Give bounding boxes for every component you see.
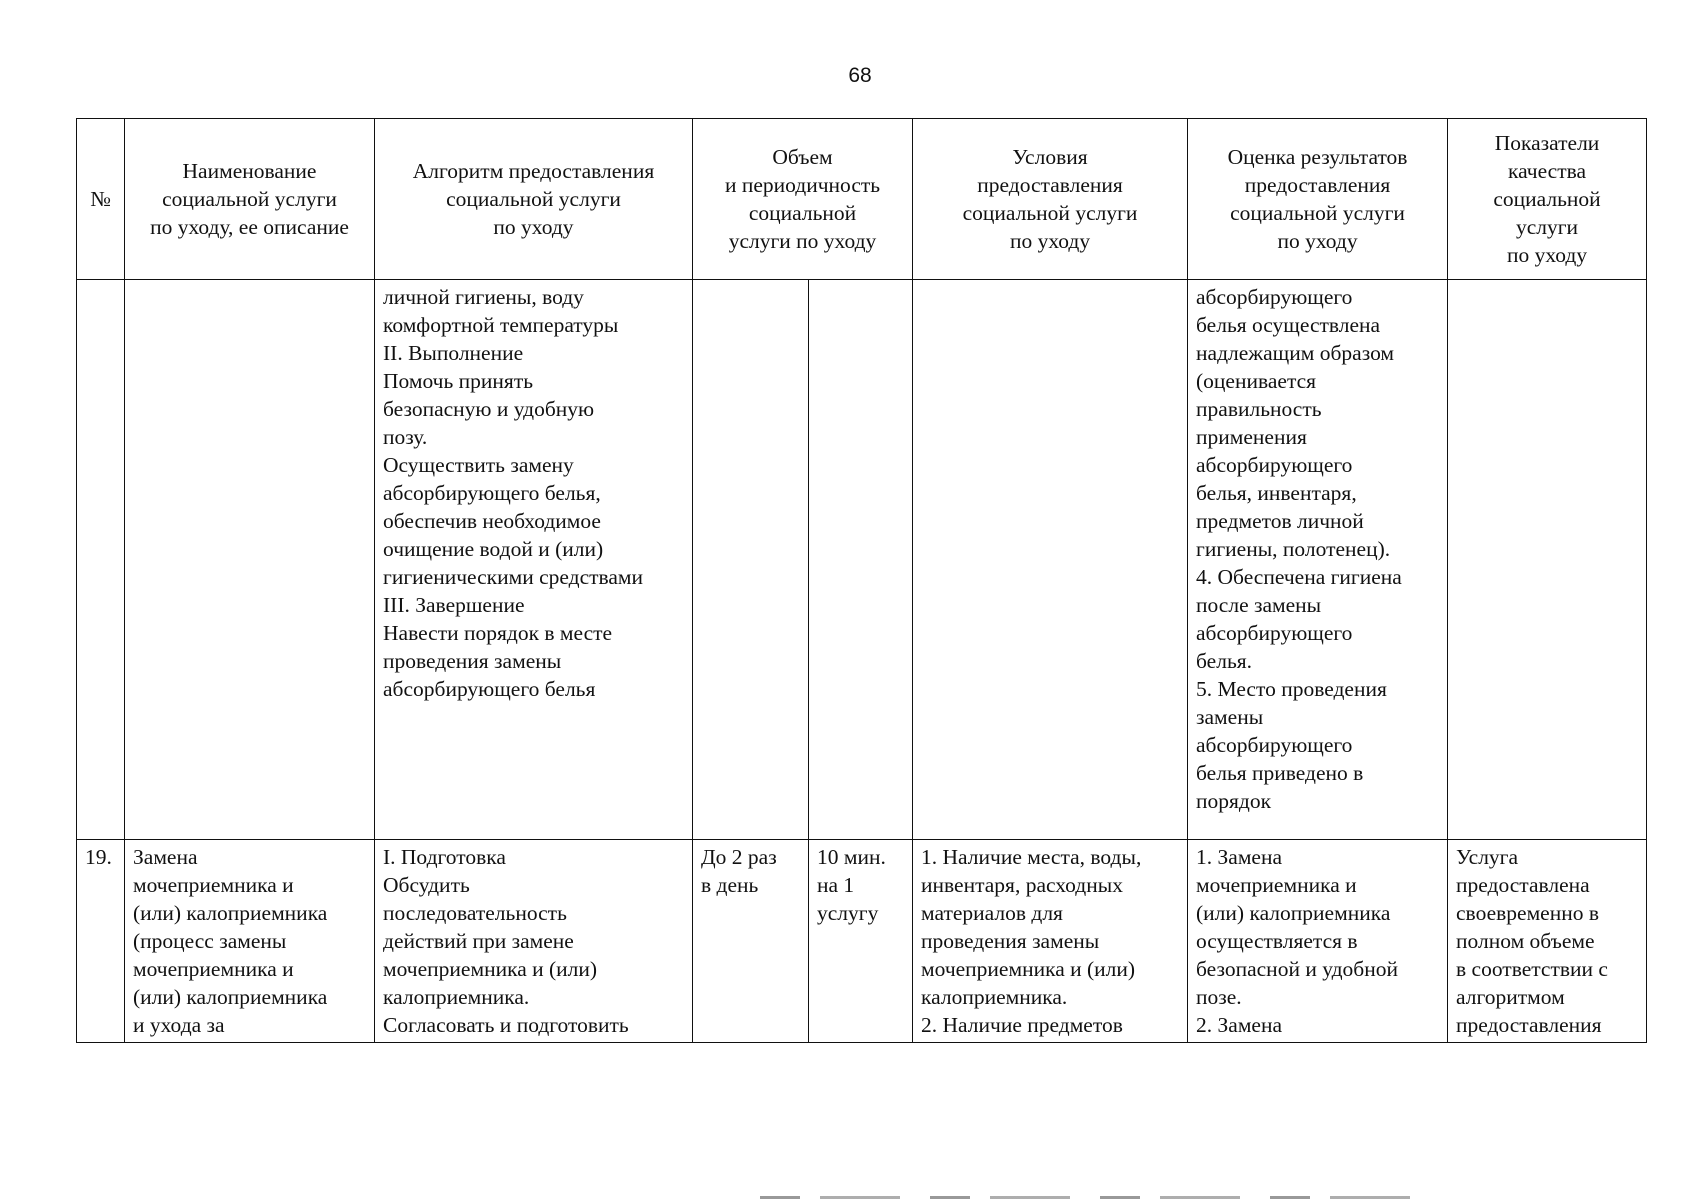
- cell-evaluation-19: 1. Замена мочеприемника и (или) калоприемника осуществляется в безопасной и удобной позе. 2. Замена: [1188, 840, 1448, 1043]
- header-evaluation: Оценка результатов предоставления социальной услуги по уходу: [1188, 119, 1448, 280]
- header-algorithm: Алгоритм предоставления социальной услуги по уходу: [375, 119, 693, 280]
- cell-volume-empty: [693, 280, 809, 840]
- table-row-19: [77, 840, 1647, 1043]
- page-number: 68: [848, 64, 872, 87]
- cell-number-19: 19.: [77, 840, 125, 1043]
- scan-artifact-line: [760, 1196, 1440, 1199]
- cell-algorithm-19: I. Подготовка Обсудить последовательность действий при замене мочеприемника и (или) калоприемника. Согласовать и подготовить: [375, 840, 693, 1043]
- cell-number-empty: [77, 280, 125, 840]
- header-service-name: Наименование социальной услуги по уходу, ее описание: [125, 119, 375, 280]
- header-volume-periodicity: Объем и периодичность социальной услуги по уходу: [693, 119, 913, 280]
- table-row-continuation: [77, 280, 1647, 840]
- cell-volume-19: До 2 раз в день: [693, 840, 809, 1043]
- cell-conditions-empty: [913, 280, 1188, 840]
- social-services-table: [76, 118, 1647, 1043]
- cell-quality-empty: [1448, 280, 1647, 840]
- cell-evaluation-continuation: абсорбирующего белья осуществлена надлежащим образом (оценивается правильность применения абсорбирующего белья, инвентаря, предметов личной гигиены, полотенец). 4. Обеспечена гигиена после замены абсорбирующего белья. 5. Место проведения замены абсорбирующего белья приведено в порядок: [1188, 280, 1448, 840]
- header-conditions: Условия предоставления социальной услуги по уходу: [913, 119, 1188, 280]
- cell-periodicity-empty: [809, 280, 913, 840]
- cell-quality-19: Услуга предоставлена своевременно в полном объеме в соответствии с алгоритмом предоставления: [1448, 840, 1647, 1043]
- cell-name-19: Замена мочеприемника и (или) калоприемника (процесс замены мочеприемника и (или) калоприемника и ухода за: [125, 840, 375, 1043]
- cell-periodicity-19: 10 мин. на 1 услугу: [809, 840, 913, 1043]
- cell-name-empty: [125, 280, 375, 840]
- header-number: №: [77, 119, 125, 280]
- header-row: [77, 119, 1647, 280]
- cell-algorithm-continuation: личной гигиены, воду комфортной температуры II. Выполнение Помочь принять безопасную и удобную позу. Осуществить замену абсорбирующего белья, обеспечив необходимое очищение водой и (или) гигиеническими средствами III. Завершение Навести порядок в месте проведения замены абсорбирующего белья: [375, 280, 693, 840]
- header-quality: Показатели качества социальной услуги по уходу: [1448, 119, 1647, 280]
- cell-conditions-19: 1. Наличие места, воды, инвентаря, расходных материалов для проведения замены мочеприемника и (или) калоприемника. 2. Наличие предметов: [913, 840, 1188, 1043]
